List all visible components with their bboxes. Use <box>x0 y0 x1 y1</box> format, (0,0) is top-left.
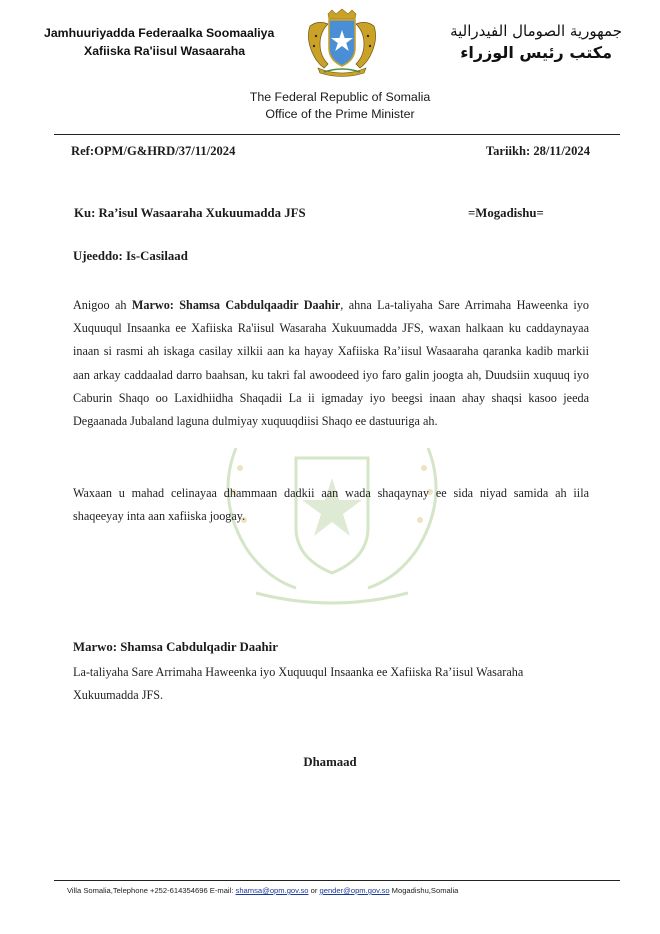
letter-date: Tariikh: 28/11/2024 <box>485 144 590 158</box>
letterhead-english-line2: Office of the Prime Minister <box>265 107 415 121</box>
letterhead-english-line1: The Federal Republic of Somalia <box>249 90 431 104</box>
subject-line: Ujeeddo: Is-Casilaad <box>73 249 188 263</box>
footer-contact <box>67 886 458 895</box>
footer-or: or <box>308 886 320 895</box>
letterhead-arabic <box>392 20 622 64</box>
body-paragraph-1-text: , ahna La-taliyaha Sare Arrimaha Haweenka iyo Xuquuqul Insaanka ee Xafiiska Ra'iisul Wasaraha Xukuumadda JFS, waxan halkaan ku caddaynayaa inaan si rasmi ah iskaga casilay xilkii aan ka hayay Xafiiska Ra’iisul Wasaaraha qaranka kadib markii aan arkay caddaalad darro baahsan, ku takri fal awoodeed iyo faro galin joogta ah, Duudsiin xuquuq iyo Caburin Shaqo oo Laxidhiidha Shaqadii La ii igmaday iyo beegsi inaan ahay shaqsi kasoo jeeda Degaanada Jubaland laguna dulmiyay xuquuqdiisi Shaqo ee dastuuriga ah. <box>73 298 589 429</box>
reference-number: Ref:OPM/G&HRD/37/11/2024 <box>71 144 236 158</box>
footer-divider <box>54 880 620 881</box>
footer-city: Mogadishu,Somalia <box>389 886 459 895</box>
signatory-name: Marwo: Shamsa Cabdulqadir Daahir <box>73 640 278 654</box>
letterhead-arabic-line2: مكتب رئيس الوزراء <box>460 43 612 62</box>
body-paragraph-2: Waxaan u mahad celinayaa dhammaan dadkii aan wada shaqaynay ee sida niyad samida ah iila shaqeeyay inta aan xafiiska joogay. <box>73 486 589 524</box>
email-link-gender[interactable]: gender@opm.gov.so <box>319 886 390 895</box>
body-author-name: Marwo: Shamsa Cabdulqaadir Daahir <box>131 298 341 312</box>
letterhead-arabic-line1: جمهورية الصومال الفيدرالية <box>450 22 622 40</box>
signatory-title: La-taliyaha Sare Arrimaha Haweenka iyo Xuquuqul Insaanka ee Xafiiska Ra’iisul Wasaraha Xukuumadda JFS. <box>73 665 524 702</box>
city-line: =Mogadishu= <box>468 206 544 220</box>
closing-word: Dhamaad <box>303 755 357 769</box>
body-intro: Anigoo ah <box>73 298 132 312</box>
footer-address: Villa Somalia,Telephone +252-614354696 E-mail: <box>67 886 236 895</box>
letterhead-somali-line1: Jamhuuriyadda Federaalka Soomaaliya <box>44 26 275 40</box>
somalia-coat-of-arms-icon <box>298 8 386 78</box>
body-paragraph-1 <box>73 294 589 433</box>
letterhead-somali-line2: Xafiiska Ra'iisul Wasaaraha <box>84 44 246 58</box>
letterhead-english <box>0 89 660 123</box>
header-divider <box>54 134 620 135</box>
letterhead-somali <box>44 24 294 60</box>
recipient-line: Ku: Ra’isul Wasaaraha Xukuumadda JFS <box>74 206 306 220</box>
email-link-shamsa[interactable]: shamsa@opm.gov.so <box>235 886 309 895</box>
